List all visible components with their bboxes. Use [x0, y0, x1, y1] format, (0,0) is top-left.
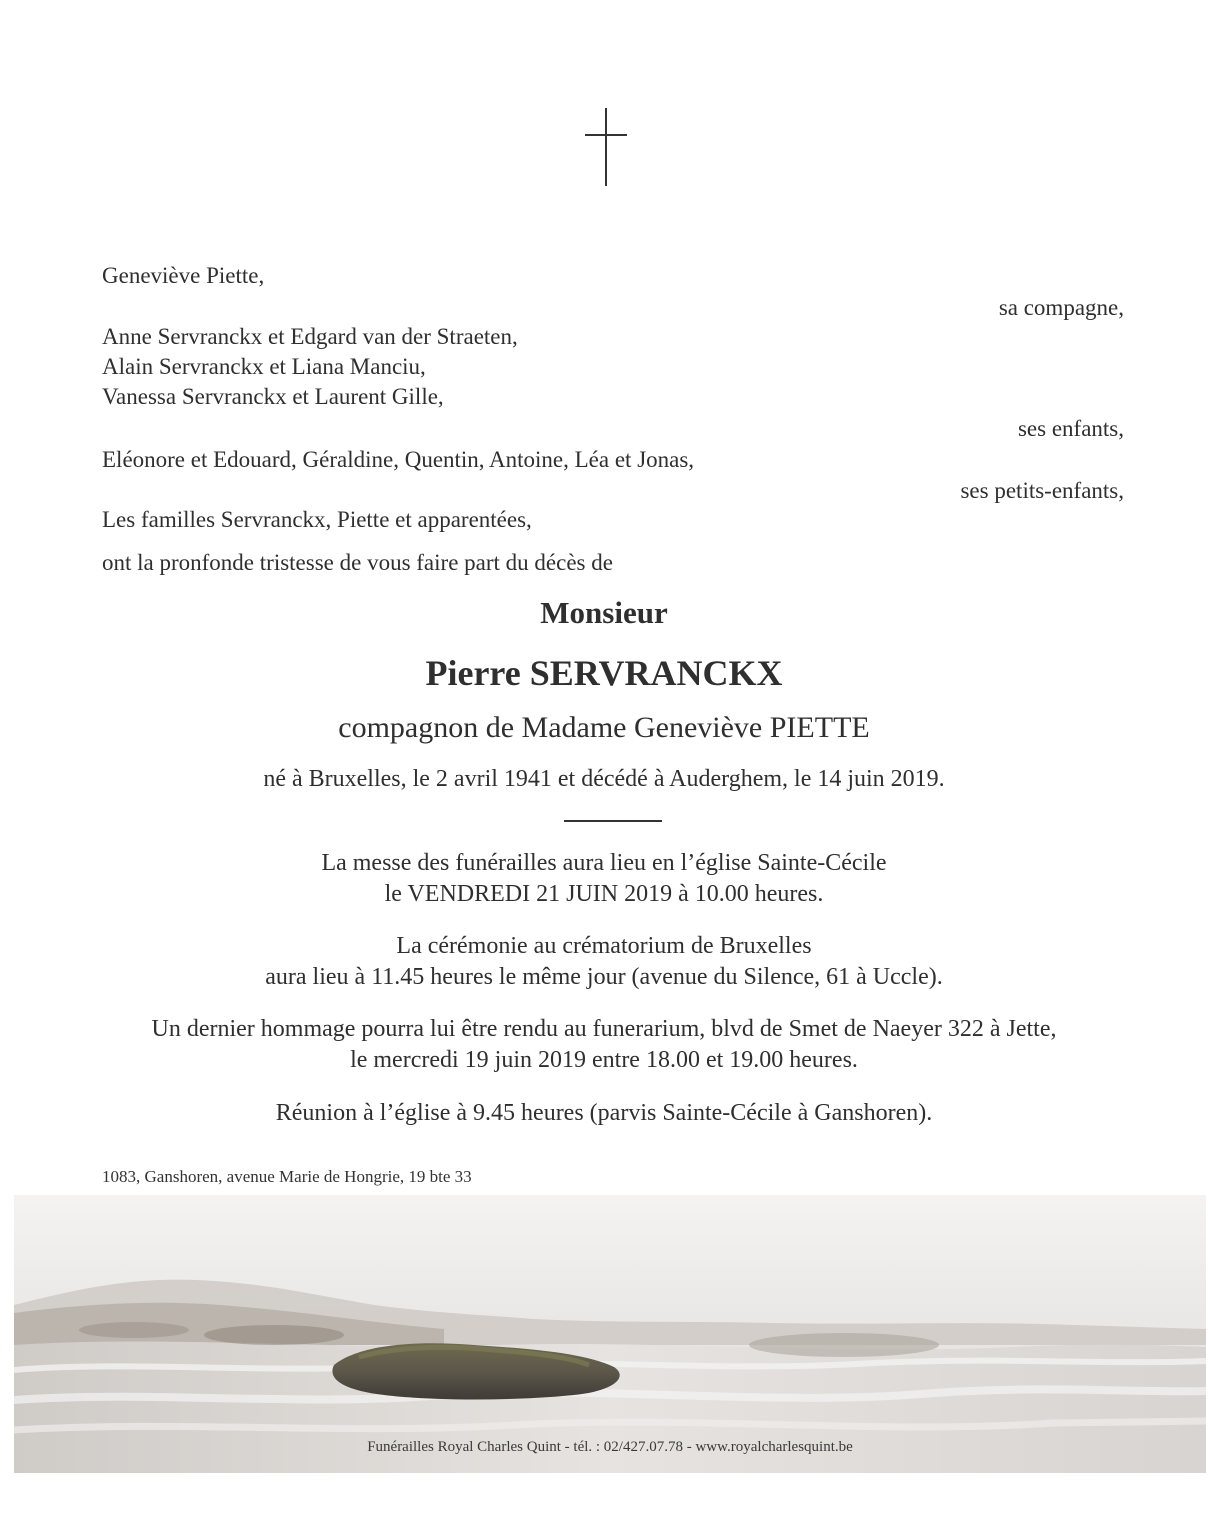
announcement: ont la pronfonde tristesse de vous faire part du décès de: [102, 550, 613, 575]
grandchildren-role: ses petits-enfants,: [960, 478, 1124, 503]
deceased-name: Pierre SERVRANCKX: [425, 653, 783, 693]
child-3: Vanessa Servranckx et Laurent Gille,: [102, 384, 444, 409]
families: Les familles Servranckx, Piette et apparentées,: [102, 507, 532, 532]
cross-icon: [585, 108, 627, 186]
children-role: ses enfants,: [1017, 416, 1124, 441]
deceased-relation: compagnon de Madame Geneviève PIETTE: [338, 711, 870, 744]
crematorium-line-1: La cérémonie au crématorium de Bruxelles: [396, 933, 812, 959]
mass-line-1: La messe des funérailles aura lieu en l’église Sainte-Cécile: [321, 850, 887, 876]
companion-role: sa compagne,: [998, 295, 1124, 320]
deceased-honorific: Monsieur: [540, 595, 668, 630]
crematorium-line-2: aura lieu à 11.45 heures le même jour (avenue du Silence, 61 à Uccle).: [265, 964, 943, 990]
tribute-line-2: le mercredi 19 juin 2019 entre 18.00 et 19.00 heures.: [350, 1047, 858, 1073]
seascape-photo: [14, 1195, 1206, 1473]
divider: [564, 820, 662, 822]
tribute-line-1: Un dernier hommage pourra lui être rendu au funerarium, blvd de Smet de Naeyer 322 à Jette,: [151, 1016, 1057, 1042]
deceased-dates: né à Bruxelles, le 2 avril 1941 et décédé à Auderghem, le 14 juin 2019.: [263, 766, 945, 792]
family-address: 1083, Ganshoren, avenue Marie de Hongrie, 19 bte 33: [102, 1167, 472, 1186]
mass-line-2: le VENDREDI 21 JUIN 2019 à 10.00 heures.: [384, 881, 824, 907]
grandchildren: Eléonore et Edouard, Géraldine, Quentin, Antoine, Léa et Jonas,: [102, 447, 695, 472]
meeting-info: Réunion à l’église à 9.45 heures (parvis Sainte-Cécile à Ganshoren).: [275, 1100, 933, 1126]
companion-name: Geneviève Piette,: [102, 263, 265, 288]
funeral-home-credits: Funérailles Royal Charles Quint - tél. : 02/427.07.78 - www.royalcharlesquint.be: [367, 1439, 853, 1455]
child-2: Alain Servranckx et Liana Manciu,: [102, 354, 426, 379]
child-1: Anne Servranckx et Edgard van der Straeten,: [102, 324, 518, 349]
